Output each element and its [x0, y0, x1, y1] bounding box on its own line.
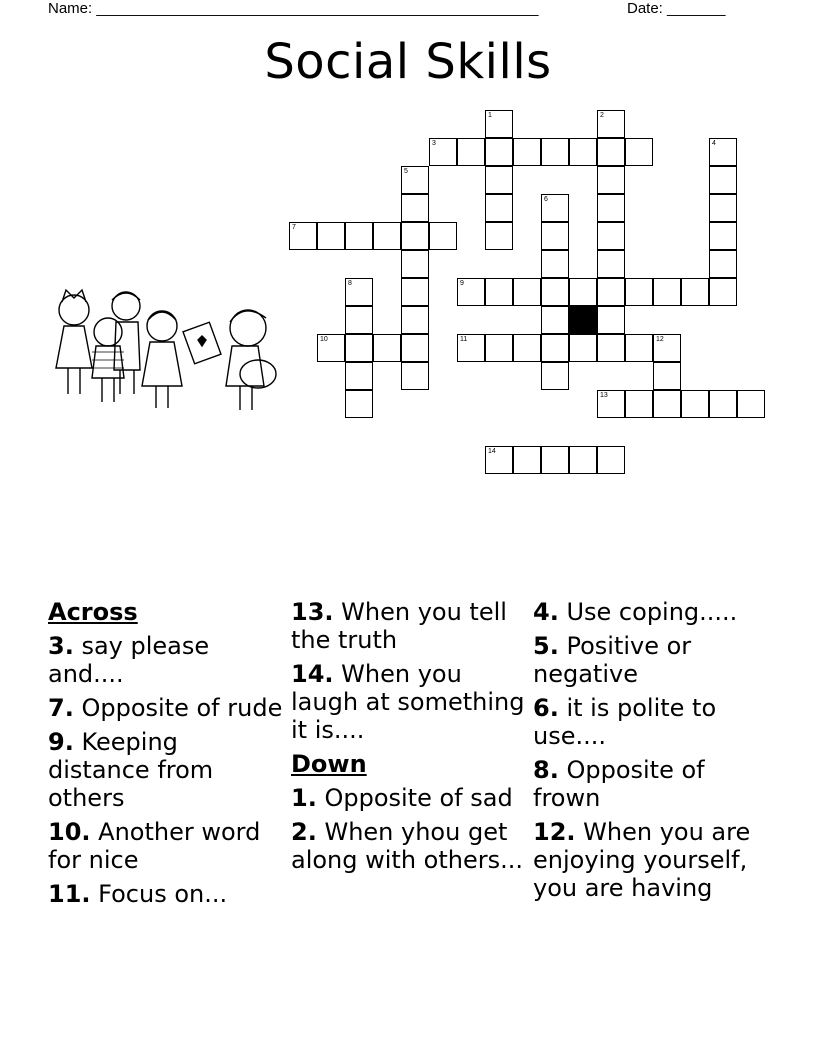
grid-cell[interactable] [345, 306, 373, 334]
clue-number: 2 [600, 112, 604, 119]
clue-number: 3 [432, 140, 436, 147]
grid-cell[interactable] [429, 222, 457, 250]
across-heading: Across [48, 598, 138, 626]
grid-cell[interactable] [401, 334, 429, 362]
grid-cell[interactable] [653, 334, 681, 362]
grid-cell[interactable] [709, 194, 737, 222]
clue-across-13: 13. When you tell the truth [291, 598, 507, 654]
page-title: Social Skills [264, 34, 552, 90]
grid-cell[interactable] [317, 334, 345, 362]
clue-across-14: 14. When you laugh at something it is.... [291, 660, 525, 744]
clue-number: 8 [348, 280, 352, 287]
grid-cell[interactable] [541, 222, 569, 250]
grid-cell[interactable] [625, 334, 653, 362]
grid-cell[interactable] [345, 222, 373, 250]
grid-cell[interactable] [681, 390, 709, 418]
grid-cell[interactable] [289, 222, 317, 250]
grid-cell[interactable] [597, 250, 625, 278]
grid-cell[interactable] [569, 446, 597, 474]
clue-down-12: 12. When you are enjoying yourself, you are having [533, 818, 751, 902]
clue-down-1: 1. Opposite of sad [291, 784, 513, 812]
clue-across-3: 3. say please and.... [48, 632, 210, 688]
clue-number: 10 [320, 336, 328, 343]
grid-cell-black [569, 306, 597, 334]
grid-cell[interactable] [597, 194, 625, 222]
grid-cell[interactable] [597, 222, 625, 250]
grid-cell[interactable] [485, 166, 513, 194]
grid-cell[interactable] [457, 334, 485, 362]
grid-cell[interactable] [513, 446, 541, 474]
clue-across-7: 7. Opposite of rude [48, 694, 283, 722]
grid-cell[interactable] [653, 390, 681, 418]
grid-cell[interactable] [457, 138, 485, 166]
grid-cell[interactable] [541, 446, 569, 474]
clue-number: 11 [460, 336, 468, 343]
grid-cell[interactable] [401, 306, 429, 334]
grid-cell[interactable] [569, 334, 597, 362]
clue-number: 4 [712, 140, 716, 147]
grid-cell[interactable] [513, 278, 541, 306]
grid-cell[interactable] [541, 334, 569, 362]
clue-across-11: 11. Focus on... [48, 880, 228, 908]
clue-number: 9 [460, 280, 464, 287]
grid-cell[interactable] [401, 166, 429, 194]
grid-cell[interactable] [709, 250, 737, 278]
grid-cell[interactable] [401, 278, 429, 306]
grid-cell[interactable] [541, 194, 569, 222]
children-group-illustration [44, 282, 280, 418]
clue-number: 6 [544, 196, 548, 203]
grid-cell[interactable] [541, 306, 569, 334]
date-field-line[interactable]: Date: _______ [627, 0, 726, 17]
grid-cell[interactable] [569, 278, 597, 306]
clues-column-3 [533, 598, 769, 908]
clue-down-4: 4. Use coping..... [533, 598, 738, 626]
grid-cell[interactable] [485, 194, 513, 222]
grid-cell[interactable] [597, 446, 625, 474]
grid-cell[interactable] [709, 390, 737, 418]
grid-cell[interactable] [541, 362, 569, 390]
grid-cell[interactable] [709, 166, 737, 194]
grid-cell[interactable] [653, 278, 681, 306]
grid-cell[interactable] [541, 250, 569, 278]
grid-cell[interactable] [401, 194, 429, 222]
grid-cell[interactable] [597, 138, 625, 166]
grid-cell[interactable] [485, 278, 513, 306]
clue-down-6: 6. it is polite to use.... [533, 694, 717, 750]
grid-cell[interactable] [485, 110, 513, 138]
grid-cell[interactable] [317, 222, 345, 250]
grid-cell[interactable] [737, 390, 765, 418]
clue-number: 7 [292, 224, 296, 231]
crossword-grid [0, 0, 816, 520]
clue-across-10: 10. Another word for nice [48, 818, 261, 874]
grid-cell[interactable] [401, 250, 429, 278]
clue-number: 13 [600, 392, 608, 399]
grid-cell[interactable] [485, 138, 513, 166]
grid-cell[interactable] [457, 278, 485, 306]
grid-cell[interactable] [625, 390, 653, 418]
down-heading: Down [291, 750, 367, 778]
grid-cell[interactable] [345, 390, 373, 418]
grid-cell[interactable] [429, 138, 457, 166]
grid-cell[interactable] [401, 222, 429, 250]
grid-cell[interactable] [513, 138, 541, 166]
name-field-line[interactable]: Name: _____________________________________________________ [48, 0, 539, 17]
grid-cell[interactable] [597, 334, 625, 362]
grid-cell[interactable] [485, 446, 513, 474]
clue-down-5: 5. Positive or negative [533, 632, 692, 688]
grid-cell[interactable] [709, 138, 737, 166]
grid-cell[interactable] [345, 362, 373, 390]
clue-number: 14 [488, 448, 496, 455]
clue-number: 12 [656, 336, 664, 343]
clue-across-9: 9. Keeping distance from others [48, 728, 214, 812]
clue-number: 1 [488, 112, 492, 119]
clues-column-1 [48, 598, 284, 914]
grid-cell[interactable] [597, 390, 625, 418]
grid-cell[interactable] [597, 278, 625, 306]
grid-cell[interactable] [485, 222, 513, 250]
clues-column-2 [291, 598, 527, 880]
grid-cell[interactable] [345, 278, 373, 306]
grid-cell[interactable] [681, 278, 709, 306]
grid-cell[interactable] [597, 110, 625, 138]
grid-cell[interactable] [625, 138, 653, 166]
grid-cell[interactable] [401, 362, 429, 390]
grid-cell[interactable] [485, 334, 513, 362]
grid-cell[interactable] [513, 334, 541, 362]
grid-cell[interactable] [709, 222, 737, 250]
grid-cell[interactable] [597, 306, 625, 334]
grid-cell[interactable] [625, 278, 653, 306]
grid-cell[interactable] [597, 166, 625, 194]
grid-cell[interactable] [569, 138, 597, 166]
grid-cell[interactable] [709, 278, 737, 306]
grid-cell[interactable] [345, 334, 373, 362]
grid-cell[interactable] [541, 278, 569, 306]
grid-cell[interactable] [653, 362, 681, 390]
grid-cell[interactable] [373, 222, 401, 250]
clue-number: 5 [404, 168, 408, 175]
grid-cell[interactable] [373, 334, 401, 362]
clue-down-2: 2. When yhou get along with others... [291, 818, 524, 874]
clue-down-8: 8. Opposite of frown [533, 756, 705, 812]
grid-cell[interactable] [541, 138, 569, 166]
